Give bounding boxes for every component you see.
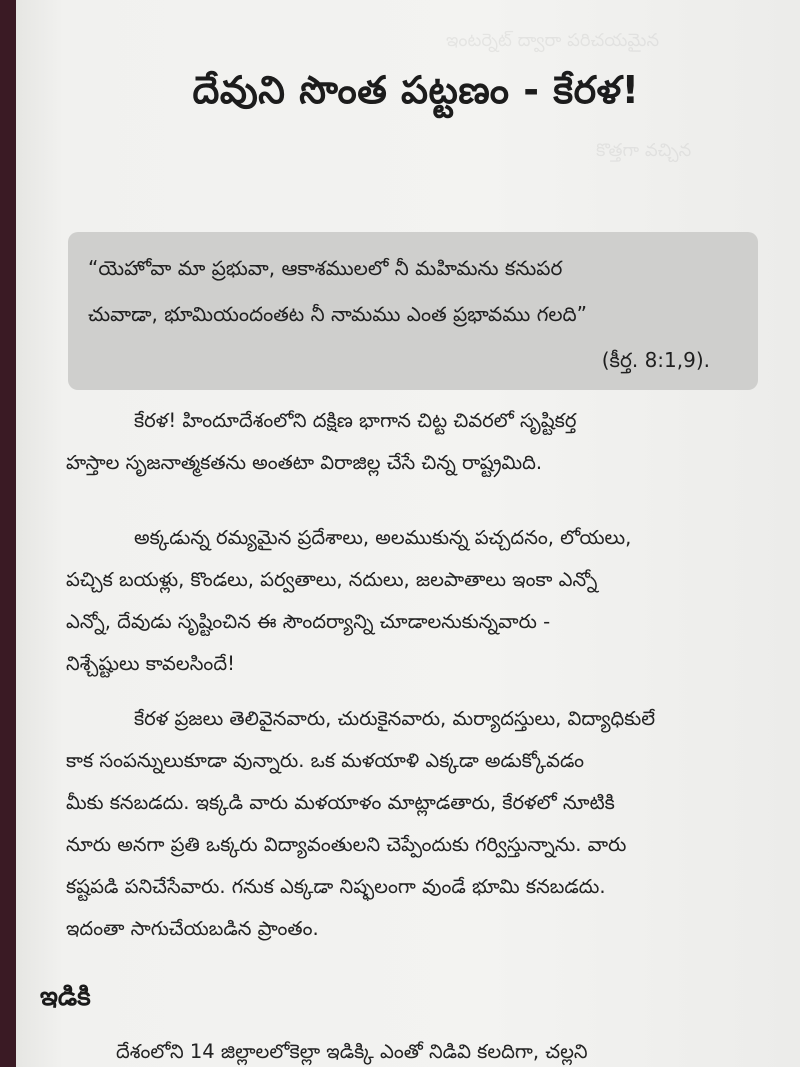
show-through-text: కొత్తగా వచ్చిన — [596, 140, 692, 161]
paragraph-line: మీకు కనబడదు. ఇక్కడి వారు మళయాళం మాట్లాడతారు, కేరళలో నూటికి — [66, 791, 615, 814]
paragraph-line: కేరళ ప్రజలు తెలివైనవారు, చురుకైనవారు, మర్యాదస్తులు, విద్యాధికులే — [134, 707, 656, 730]
paragraph-line: హస్తాల సృజనాత్మకతను అంతటా విరాజిల్ల చేసే చిన్న రాష్ట్రమిది. — [66, 451, 543, 474]
paragraph-line: కాక సంపన్నులుకూడా వున్నారు. ఒక మళయాళి ఎక్కడా అడుక్కోవడం — [66, 749, 585, 772]
paragraph-line: నూరు అనగా ప్రతి ఒక్కరు విద్యావంతులని చెప్పేందుకు గర్విస్తున్నాను. వారు — [66, 833, 627, 856]
quote-reference: (కీర్త. 8:1,9). — [601, 348, 710, 372]
book-page — [16, 0, 800, 1067]
section-heading: ఇడికి — [40, 982, 91, 1012]
paragraph-line: ఇదంతా సాగుచేయబడిన ప్రాంతం. — [66, 917, 319, 940]
paragraph-line: పచ్చిక బయళ్లు, కొండలు, పర్వతాలు, నదులు, జలపాతాలు ఇంకా ఎన్నో — [66, 568, 598, 591]
scripture-quote-box — [68, 232, 758, 390]
paragraph-3 — [66, 698, 766, 950]
paragraph-line: నిశ్చేష్టులు కావలసిందే! — [66, 652, 235, 675]
paragraph-1 — [66, 400, 766, 484]
paragraph-line: ఎన్నో, దేవుడు సృష్టించిన ఈ సౌందర్యాన్ని చూడాలనుకున్నవారు - — [66, 610, 551, 633]
paragraph-line: అక్కడున్న రమ్యమైన ప్రదేశాలు, అలముకున్న పచ్చదనం, లోయలు, — [134, 526, 632, 549]
quote-line-2: చువాడా, భూమియందంతట నీ నామము ఎంత ప్రభావము గలది” — [88, 302, 588, 326]
page-title: దేవుని సొంత పట్టణం - కేరళ! — [192, 68, 640, 112]
show-through-text: ఇంటర్నెట్ ద్వారా పరిచయమైన — [446, 30, 660, 51]
cut-off-line: దేశంలోని 14 జిల్లాలలోకెల్లా ఇడిక్కి ఎంతో నిడివి కలదిగా, చల్లని — [116, 1040, 588, 1063]
paragraph-line: కేరళ! హిందూదేశంలోని దక్షిణ భాగాన చిట్ట చివరలో సృష్టికర్త — [134, 409, 577, 432]
paragraph-line: కష్టపడి పనిచేసేవారు. గనుక ఎక్కడా నిష్ఫలంగా వుండే భూమి కనబడదు. — [66, 875, 606, 898]
paragraph-2 — [66, 517, 766, 685]
quote-line-1: “యెహోవా మా ప్రభువా, ఆకాశములలో నీ మహిమను కనుపర — [88, 256, 563, 280]
